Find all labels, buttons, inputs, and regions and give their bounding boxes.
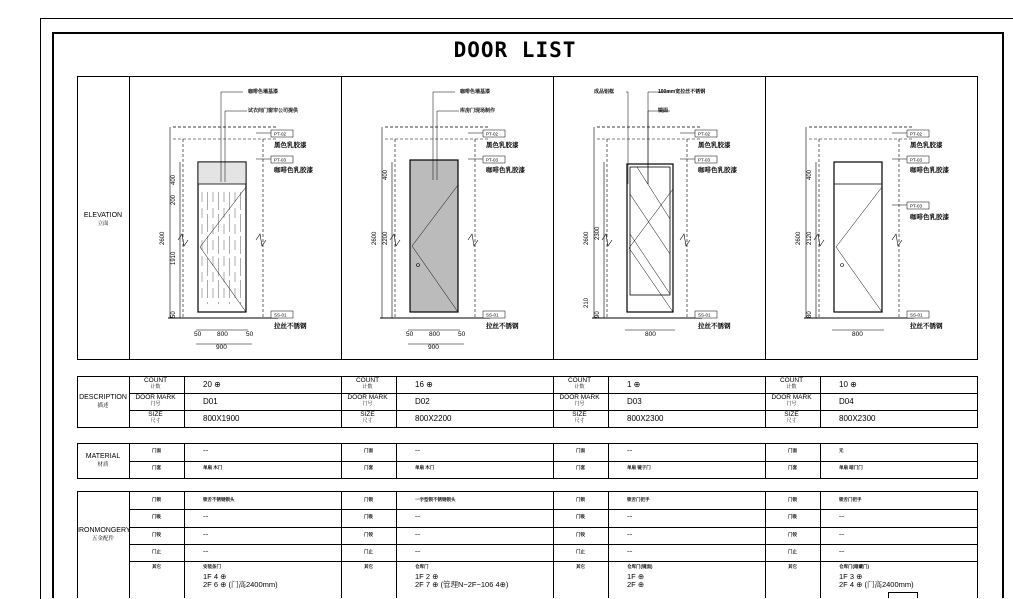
iron-other-label: 其它 <box>364 564 373 569</box>
tag-text: SS-01 <box>486 312 499 318</box>
iron-other-line: 1F 2 ⊕ <box>415 572 439 581</box>
break-mark <box>892 234 902 246</box>
dim-text-horizontal: 900 <box>216 344 227 351</box>
desc-label-cn: 计数 <box>362 384 373 390</box>
iron-row-label: 门铰 <box>152 531 161 537</box>
dim-text-horizontal: 50 <box>406 331 414 338</box>
desc-label-en: COUNT <box>567 377 592 384</box>
tag-text: SS-01 <box>274 312 287 318</box>
finish-text: 咖啡色乳胶漆 <box>910 214 949 221</box>
iron-row-value: −− <box>203 531 209 537</box>
desc-label-count <box>128 377 183 391</box>
callout-text: 试衣间门窗帘公司提供 <box>248 108 299 114</box>
iron-row-label: 门吸 <box>152 514 161 520</box>
tag-text: PT-02 <box>910 131 923 137</box>
material-row-label: 门套 <box>788 465 797 470</box>
dim-text-horizontal: 900 <box>428 344 439 351</box>
iron-row-label: 门铰 <box>576 531 585 537</box>
break-mark <box>468 234 478 246</box>
mirror-hatch <box>630 234 670 294</box>
iron-row-label: 门止 <box>364 548 373 554</box>
dim-text-vertical: 2600 <box>796 231 802 245</box>
section-cn: 五金配件 <box>91 536 114 542</box>
iron-row-label: 门铰 <box>364 531 373 537</box>
desc-label-en: SIZE <box>360 411 375 418</box>
iron-row-label: 门锁 <box>364 497 373 502</box>
dim-text-horizontal: 50 <box>246 331 254 338</box>
door-leaf <box>627 164 673 312</box>
iron-row-value: 一字型锁不锈钢锁头 <box>415 497 456 502</box>
iron-other-label: 其它 <box>576 564 585 569</box>
finish-text: 黑色乳胶漆 <box>698 142 731 149</box>
dim-text-horizontal: 800 <box>217 331 228 338</box>
material-row-label: 门面 <box>576 448 585 453</box>
material-row-label: 门套 <box>364 465 373 470</box>
callout-text: 咖啡色墙基漆 <box>248 89 279 95</box>
material-row-label: 门面 <box>788 448 797 453</box>
tag-text: PT-03 <box>274 157 287 163</box>
iron-row-value: 锁舌不锈钢锁头 <box>203 497 235 502</box>
dim-text-vertical: 2300 <box>595 226 601 240</box>
iron-row-value: 锁舌门把手 <box>627 497 650 502</box>
dim-text-vertical: 90 <box>595 311 601 318</box>
desc-label-door_mark <box>552 394 607 408</box>
desc-label-cn: 门号 <box>786 401 797 407</box>
callout-text: 镜面 <box>658 108 669 114</box>
finish-text: 黑色乳胶漆 <box>910 142 943 149</box>
finish-text: 黑色乳胶漆 <box>486 142 519 149</box>
section-description-label <box>78 394 128 410</box>
iron-other-line: 1F ⊕ <box>627 572 645 581</box>
desc-label-count <box>340 377 395 391</box>
finish-text: 咖啡色乳胶漆 <box>910 167 949 174</box>
desc-label-door_mark <box>128 394 183 408</box>
finish-text: 黑色乳胶漆 <box>274 142 307 149</box>
door-count: 1 ⊕ <box>627 380 641 389</box>
break-mark <box>256 234 266 246</box>
door-mark: D01 <box>203 397 218 406</box>
iron-row-value: −− <box>839 514 845 520</box>
door-transom <box>198 162 246 184</box>
dim-text-vertical: 80 <box>807 311 813 318</box>
desc-label-cn: 门号 <box>362 401 373 407</box>
dim-text-vertical: 2600 <box>584 231 590 245</box>
tag-text: SS-01 <box>698 312 711 318</box>
iron-other-line: 2F 6 ⊕ (门高2400mm) <box>203 580 278 589</box>
base-note-text: 拉丝不锈钢 <box>274 323 307 330</box>
iron-other-label: 其它 <box>152 564 161 569</box>
iron-row-label: 门锁 <box>788 497 797 502</box>
desc-label-door_mark <box>764 394 819 408</box>
dim-text-horizontal: 50 <box>194 331 202 338</box>
section-material-label <box>78 453 128 469</box>
iron-other-note: 安装条门 <box>203 564 221 569</box>
finish-text: 咖啡色乳胶漆 <box>486 167 525 174</box>
door-mark: D02 <box>415 397 430 406</box>
dim-text-vertical: 2200 <box>383 231 389 245</box>
iron-row-value: −− <box>839 531 845 537</box>
desc-label-en: SIZE <box>148 411 163 418</box>
mirror-hatch <box>637 167 670 219</box>
iron-row-value: −− <box>415 531 421 537</box>
section-en: DESCRIPTION <box>79 394 127 401</box>
mirror-hatch <box>630 194 670 254</box>
iron-other-note: 仓库门 <box>415 564 429 569</box>
door-leaf <box>198 162 246 312</box>
dim-text-vertical: 50 <box>171 311 177 318</box>
dim-text-vertical: 400 <box>383 169 389 180</box>
door-count: 10 ⊕ <box>839 380 857 389</box>
iron-row-value: −− <box>627 548 633 554</box>
door-mark: D03 <box>627 397 642 406</box>
desc-label-en: COUNT <box>779 377 804 384</box>
door-leaf <box>834 162 882 312</box>
iron-row-label: 门止 <box>152 548 161 554</box>
door-mark: D04 <box>839 397 854 406</box>
iron-other-note: 仓库门(镜面) <box>627 564 653 569</box>
dim-text-vertical: 1910 <box>171 251 177 265</box>
desc-label-size <box>552 411 607 425</box>
material-row-value: −− <box>627 448 633 453</box>
material-row-value: 单扇 暗门门 <box>839 465 863 470</box>
iron-row-label: 门吸 <box>576 514 585 520</box>
door-leaf <box>410 160 458 312</box>
callout-text: 成品铝框 <box>594 89 615 95</box>
viewport-corner-marker <box>888 592 918 598</box>
section-cn: 描述 <box>97 403 109 409</box>
material-row-value: −− <box>203 448 209 453</box>
door-handle <box>841 264 844 267</box>
dim-text-vertical: 200 <box>171 194 177 205</box>
dim-text-vertical: 2600 <box>160 231 166 245</box>
mirror-panel <box>630 167 670 295</box>
base-note-text: 拉丝不锈钢 <box>486 323 519 330</box>
dim-text-vertical: 2600 <box>372 231 378 245</box>
iron-row-value: −− <box>415 548 421 554</box>
desc-label-en: COUNT <box>355 377 380 384</box>
iron-row-value: −− <box>203 548 209 554</box>
desc-label-cn: 门号 <box>574 401 585 407</box>
desc-label-en: DOOR MARK <box>559 394 600 401</box>
desc-label-cn: 计数 <box>574 384 585 390</box>
desc-label-cn: 计数 <box>150 384 161 390</box>
door-size: 800X1900 <box>203 414 240 423</box>
iron-row-label: 门吸 <box>788 514 797 520</box>
desc-label-en: DOOR MARK <box>347 394 388 401</box>
base-note-text: 拉丝不锈钢 <box>910 323 943 330</box>
iron-row-label: 门锁 <box>576 497 585 502</box>
desc-label-size <box>340 411 395 425</box>
tag-text: PT-03 <box>698 157 711 163</box>
dim-text-vertical: 210 <box>584 297 590 308</box>
desc-label-en: COUNT <box>143 377 168 384</box>
dim-text-horizontal: 50 <box>458 331 466 338</box>
iron-row-value: −− <box>627 531 633 537</box>
desc-label-cn: 门号 <box>150 401 161 407</box>
desc-label-cn: 尺寸 <box>786 418 797 424</box>
callout-text: 库房门现场制作 <box>460 108 496 114</box>
material-row-value: 无 <box>839 448 844 453</box>
tag-text: PT-02 <box>698 131 711 137</box>
iron-row-value: −− <box>627 514 633 520</box>
dim-text-horizontal: 800 <box>852 331 863 338</box>
iron-row-value: −− <box>415 514 421 520</box>
material-row-value: 单扇 木门 <box>203 465 223 470</box>
iron-other-line: 2F 7 ⊕ (管理N−2F−106 4⊕) <box>415 580 509 589</box>
door-size: 800X2300 <box>839 414 876 423</box>
material-row-label: 门套 <box>576 465 585 470</box>
dim-text-vertical: 2120 <box>807 231 813 245</box>
section-cn: 立面 <box>97 221 109 227</box>
material-row-value: 单扇 木门 <box>415 465 435 470</box>
iron-row-label: 门锁 <box>152 497 161 502</box>
material-row-label: 门面 <box>364 448 373 453</box>
tag-text: PT-02 <box>486 131 499 137</box>
iron-row-label: 门铰 <box>788 531 797 537</box>
tag-text: PT-03 <box>910 203 923 209</box>
desc-label-count <box>764 377 819 391</box>
door-swing <box>200 187 246 312</box>
section-en: MATERIAL <box>85 453 121 460</box>
iron-row-value: −− <box>203 514 209 520</box>
desc-label-size <box>764 411 819 425</box>
door-swing <box>629 189 673 312</box>
door-count: 20 ⊕ <box>203 380 221 389</box>
section-en: IRONMONGERY <box>77 527 131 534</box>
door-count: 16 ⊕ <box>415 380 433 389</box>
page-title: DOOR LIST <box>453 38 577 62</box>
door-size: 800X2300 <box>627 414 664 423</box>
iron-other-line: 1F 3 ⊕ <box>839 572 863 581</box>
dim-text-horizontal: 800 <box>645 331 656 338</box>
material-row-value: 单扇 镜子门 <box>627 465 651 470</box>
section-cn: 材质 <box>97 462 109 468</box>
break-mark <box>680 234 690 246</box>
desc-label-en: SIZE <box>784 411 799 418</box>
desc-label-cn: 尺寸 <box>574 418 585 424</box>
iron-row-label: 门止 <box>788 548 797 554</box>
iron-row-label: 门吸 <box>364 514 373 520</box>
tag-text: PT-03 <box>486 157 499 163</box>
section-ironmongery-label <box>77 527 129 543</box>
desc-label-cn: 计数 <box>786 384 797 390</box>
desc-label-door_mark <box>340 394 395 408</box>
iron-other-line: 1F 4 ⊕ <box>203 572 227 581</box>
callout-text: 咖啡色墙基漆 <box>460 89 491 95</box>
iron-other-line: 2F 4 ⊕ (门高2400mm) <box>839 580 914 589</box>
section-en: ELEVATION <box>83 212 123 219</box>
iron-row-value: −− <box>839 548 845 554</box>
tag-text: PT-03 <box>910 157 923 163</box>
callout-text: 100mm宽拉丝不锈钢 <box>658 89 706 95</box>
iron-row-label: 门止 <box>576 548 585 554</box>
desc-label-en: DOOR MARK <box>135 394 176 401</box>
door-size: 800X2200 <box>415 414 452 423</box>
desc-label-cn: 尺寸 <box>150 418 161 424</box>
door-swing <box>836 187 882 312</box>
desc-label-en: DOOR MARK <box>771 394 812 401</box>
dim-text-vertical: 400 <box>171 174 177 185</box>
desc-label-size <box>128 411 183 425</box>
desc-label-cn: 尺寸 <box>362 418 373 424</box>
iron-row-value: 锁舌门把手 <box>839 497 862 502</box>
iron-other-line: 2F ⊕ <box>627 580 645 589</box>
iron-other-note: 仓库门(暗藏门) <box>839 564 869 569</box>
material-row-value: −− <box>415 448 421 453</box>
finish-text: 咖啡色乳胶漆 <box>698 167 737 174</box>
tag-text: SS-01 <box>910 312 923 318</box>
tag-text: PT-02 <box>274 131 287 137</box>
desc-label-en: SIZE <box>572 411 587 418</box>
iron-other-label: 其它 <box>788 564 797 569</box>
material-row-label: 门套 <box>152 465 161 470</box>
dim-text-vertical: 400 <box>807 169 813 180</box>
base-note-text: 拉丝不锈钢 <box>698 323 731 330</box>
desc-label-count <box>552 377 607 391</box>
dim-text-horizontal: 800 <box>429 331 440 338</box>
material-row-label: 门面 <box>152 448 161 453</box>
finish-text: 咖啡色乳胶漆 <box>274 167 313 174</box>
